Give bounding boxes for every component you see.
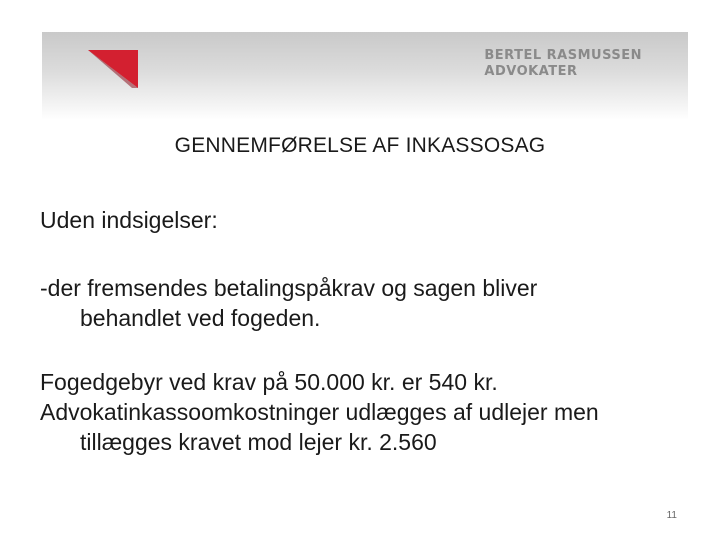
- bullet-text: [40, 273, 690, 333]
- page-number: 11: [666, 510, 677, 521]
- fee-text: Fogedgebyr ved krav på 50.000 kr. er 540 kr.: [40, 369, 498, 395]
- bullet-line-2: behandlet ved fogeden.: [80, 305, 321, 331]
- slide-title: GENNEMFØRELSE AF INKASSOSAG: [174, 134, 546, 157]
- bullet-line-1: -der fremsendes betalingspåkrav og sagen bliver: [40, 275, 538, 301]
- brand-logo-text: [484, 48, 642, 80]
- slide-body: [40, 205, 690, 457]
- costs-line-1: Advokatinkassoomkostninger udlægges af udlejer men: [40, 399, 599, 425]
- brand-subtitle: ADVOKATER: [484, 64, 578, 79]
- costs-line-2: tillægges kravet mod lejer kr. 2.560: [80, 429, 437, 455]
- subheading: Uden indsigelser:: [40, 207, 218, 233]
- brand-name: BERTEL RASMUSSEN: [484, 48, 642, 63]
- costs-text: [40, 397, 690, 457]
- red-triangle-logo-icon: [88, 50, 140, 90]
